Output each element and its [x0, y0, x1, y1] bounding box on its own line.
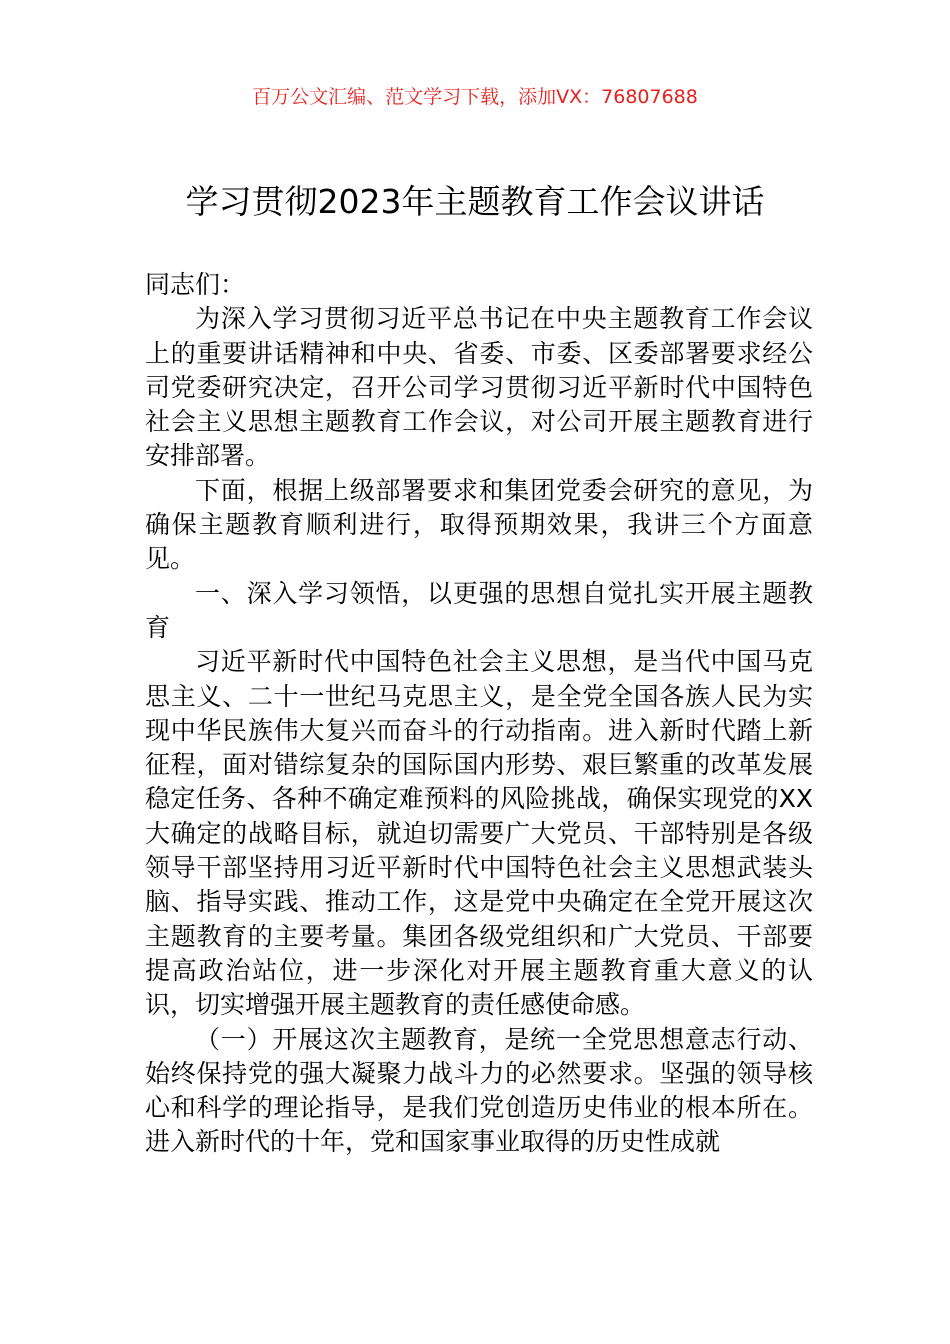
document-body	[145, 268, 813, 1160]
paragraph-subsection-1: （一）开展这次主题教育，是统一全党思想意志行动、始终保持党的强大凝聚力战斗力的必然要求。坚强的领导核心和科学的理论指导，是我们党创造历史伟业的根本所在。进入新时代的十年，党和国家事业取得的历史性成就	[145, 1024, 813, 1157]
section-heading-1: 一、深入学习领悟，以更强的思想自觉扎实开展主题教育	[145, 578, 813, 642]
paragraph-intro: 为深入学习贯彻习近平总书记在中央主题教育工作会议上的重要讲话精神和中央、省委、市委、区委部署要求经公司党委研究决定，召开公司学习贯彻习近平新时代中国特色社会主义思想主题教育工作会议，对公司开展主题教育进行安排部署。	[145, 304, 813, 471]
paragraph-section-1: 习近平新时代中国特色社会主义思想，是当代中国马克思主义、二十一世纪马克思主义，是全党全国各族人民为实现中华民族伟大复兴而奋斗的行动指南。进入新时代踏上新征程，面对错综复杂的国际国内形势、艰巨繁重的改革发展稳定任务、各种不确定难预料的风险挑战，确保实现党的XX大确定的战略目标，就迫切需要广大党员、干部特别是各级领导干部坚持用习近平新时代中国特色社会主义思想武装头脑、指导实践、推动工作，这是党中央确定在全党开展这次主题教育的主要考量。集团各级党组织和广大党员、干部要提高政治站位，进一步深化对开展主题教育重大意义的认识，切实增强开展主题教育的责任感使命感。	[145, 647, 813, 1020]
salutation: 同志们：	[145, 270, 246, 299]
document-title: 学习贯彻2023年主题教育工作会议讲话	[185, 182, 765, 221]
header-banner: 百万公文汇编、范文学习下载，添加VX：76807688	[252, 86, 698, 108]
paragraph-outline: 下面，根据上级部署要求和集团党委会研究的意见，为确保主题教育顺利进行，取得预期效果，我讲三个方面意见。	[145, 475, 813, 574]
